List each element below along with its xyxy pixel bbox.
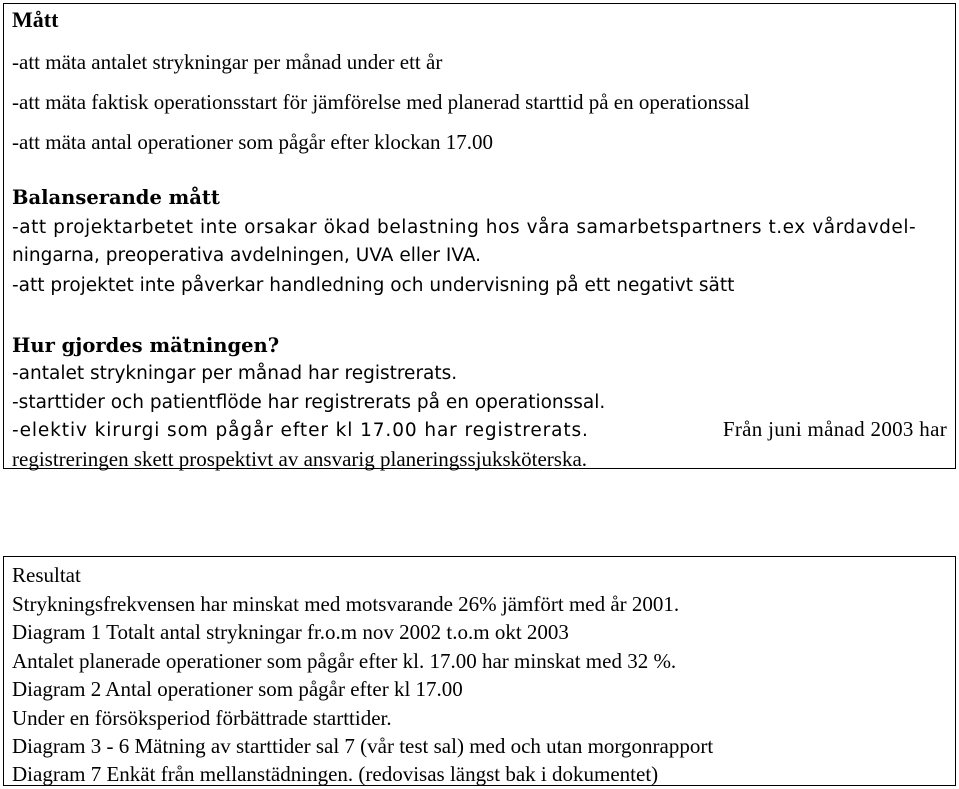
matt-line-3: -att mäta antal operationer som pågår efter klockan 17.00 bbox=[12, 130, 494, 154]
hur-line-3a: -elektiv kirurgi som pågår efter kl 17.00 har registrerats. bbox=[12, 420, 589, 441]
resultat-heading: Resultat bbox=[12, 563, 81, 587]
resultat-box bbox=[3, 556, 956, 786]
resultat-line-4: Diagram 2 Antal operationer som pågår efter kl 17.00 bbox=[12, 677, 463, 701]
resultat-line-3: Antalet planerade operationer som pågår efter kl. 17.00 har minskat med 32 %. bbox=[12, 649, 677, 673]
hur-line-2: -starttider och patientflöde har registrerats på en operationssal. bbox=[12, 392, 606, 413]
resultat-line-7: Diagram 7 Enkät från mellanstädningen. (redovisas längst bak i dokumentet) bbox=[12, 762, 659, 786]
matt-line-1: -att mäta antalet strykningar per månad under ett år bbox=[12, 50, 443, 74]
matt-heading: Mått bbox=[12, 7, 59, 32]
balanserande-line-2: ningarna, preoperativa avdelningen, UVA eller IVA. bbox=[12, 245, 482, 266]
matt-box bbox=[3, 3, 956, 469]
resultat-line-5: Under en försöksperiod förbättrade starttider. bbox=[12, 706, 392, 730]
balanserande-line-3: -att projektet inte påverkar handledning och undervisning på ett negativt sätt bbox=[12, 275, 735, 296]
hur-line-3b: Från juni månad 2003 har bbox=[722, 417, 947, 441]
hur-line-1: -antalet strykningar per månad har registrerats. bbox=[12, 363, 458, 384]
resultat-line-6: Diagram 3 - 6 Mätning av starttider sal 7 (vår test sal) med och utan morgonrapport bbox=[12, 734, 714, 758]
hur-heading: Hur gjordes mätningen? bbox=[12, 334, 280, 357]
resultat-line-1: Strykningsfrekvensen har minskat med motsvarande 26% jämfört med år 2001. bbox=[12, 592, 680, 616]
hur-line-4: registreringen skett prospektivt av ansvarig planeringssjuksköterska. bbox=[12, 447, 588, 471]
balanserande-line-1: -att projektarbetet inte orsakar ökad belastning hos våra samarbetspartners t.ex vårdavdel- bbox=[12, 217, 917, 238]
matt-line-2: -att mäta faktisk operationsstart för jämförelse med planerad starttid på en operationssal bbox=[12, 90, 750, 114]
resultat-line-2: Diagram 1 Totalt antal strykningar fr.o.m nov 2002 t.o.m okt 2003 bbox=[12, 620, 569, 644]
balanserande-heading: Balanserande mått bbox=[12, 186, 220, 209]
